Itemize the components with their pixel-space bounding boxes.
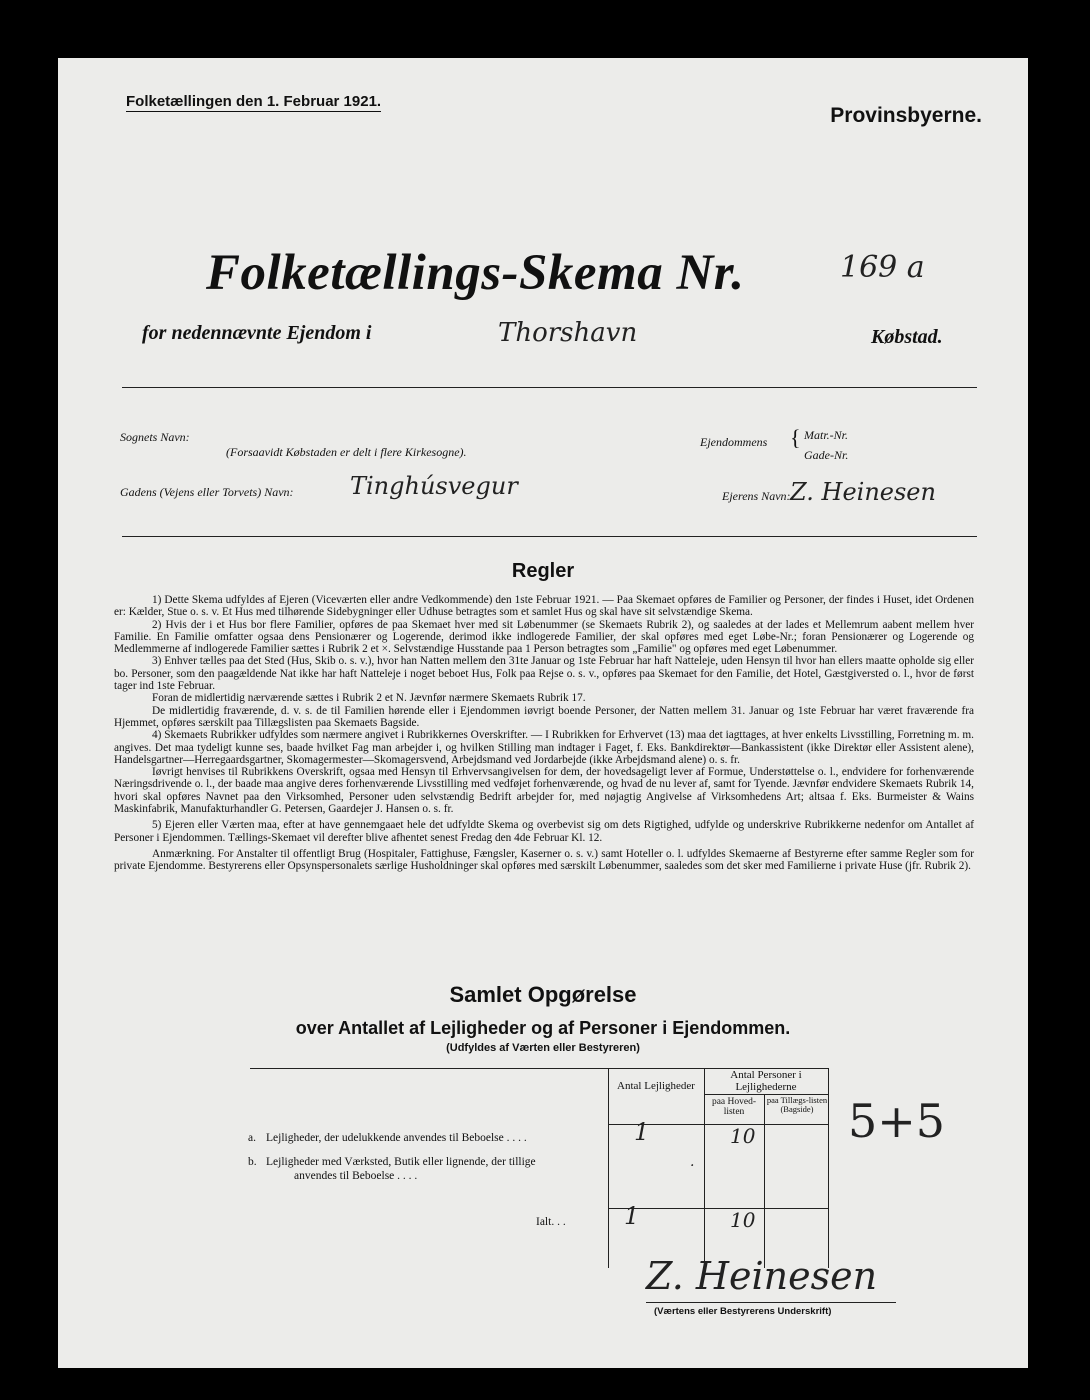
rule-paragraph: Foran de midlertidig nærværende sættes i Rubrik 2 et N. Jævnfør nærmere Skemaets Rubrik 17. — [152, 692, 586, 705]
divider-top — [122, 387, 977, 388]
col-hovedlisten: paa Hoved-listen — [711, 1097, 757, 1117]
row-a-label: Lejligheder, der udelukkende anvendes til Beboelse . . . . — [266, 1132, 527, 1144]
rule-paragraph: Anmærkning. For Anstalter til offentligt Brug (Hospitaler, Fattighuse, Fængsler, Kaserner o. s. v.) samt Hoteller o. l. udfyldes Skemaerne af Bestyrerne efter samme Regler som for private Ejendomme. Bestyrerens eller Opsynspersonalets særlige Husholdninger skal opføres med særskilt Løbenummer, saaledes som det sker med Familierne i private Huse (jfr. Rubrik 2). — [114, 847, 974, 873]
gade-label: Gadens (Vejens eller Torvets) Navn: — [120, 485, 294, 499]
gade-nr-label: Gade-Nr. — [804, 448, 849, 462]
gade-value: Tinghúsvegur — [350, 472, 518, 500]
col-antal-lejligheder: Antal Lejligheder — [617, 1080, 695, 1092]
b-antal-value: . — [690, 1154, 695, 1170]
matr-nr-label: Matr.-Nr. — [804, 428, 849, 442]
ejer-label: Ejerens Navn: — [722, 489, 791, 503]
rule-paragraph: 1) Dette Skema udfyldes af Ejeren (Viceværten eller andre Vedkommende) den 1ste Februar 1921. — Paa Skemaet opføres de Familier og Personer, der findes i Huset, idet Ordenen er: Kælder, Stue o. s. v. Et Hus med tilhørende Sidebygninger eller Udhuse betragtes som et samlet Hus og skal have sit selvstændige Skema. — [114, 594, 974, 619]
row-b-letter: b. — [248, 1156, 257, 1168]
row-b-label: Lejligheder med Værksted, Butik eller lignende, der tillige — [266, 1156, 536, 1168]
city-name: Thorshavn — [498, 318, 638, 348]
rule-paragraph: Iøvrigt henvises til Rubrikkens Overskrift, ogsaa med Hensyn til Erhvervsangivelsen for dem, der hovedsageligt lever af Formue, Understøttelse o. l., endvidere for forhenværende Næringsdrivende o. l., der baade maa angive deres forhenværende Livsstilling med vedføjet forhenværende, og hvad de nu lever af, samt for Tyende. Jævnfør endvidere Skemaets Rubrik 14, hvori skal opføres Navnet paa den Virksomhed, Personer uden selvstændig Bedrift arbejder for, med nøjagtig Angivelse af Virksomhedens Art; altsaa f. Eks. Burmeister & Wains Maskinfabrik, Manufakturhandler G. Petersen, Gaardejer J. Hansen o. s. fr. — [114, 766, 974, 816]
summary-note: (Udfyldes af Værten eller Bestyreren) — [446, 1042, 640, 1054]
property-prefix: for nedennævnte Ejendom i — [142, 322, 372, 344]
divider-mid — [122, 536, 977, 537]
ejendom-label: Ejendommens — [700, 435, 768, 449]
province-header: Provinsbyerne. — [830, 104, 982, 127]
ialt-hoved-value: 10 — [730, 1208, 756, 1232]
table-vline — [608, 1068, 609, 1268]
table-vline — [764, 1094, 765, 1268]
table-total-line — [608, 1208, 828, 1209]
summary-title: Samlet Opgørelse — [449, 982, 637, 1007]
ejer-value: Z. Heinesen — [790, 478, 936, 506]
sogn-label: Sognets Navn: — [120, 430, 190, 444]
margin-note: 5+5 — [848, 1094, 946, 1148]
kobstad-label: Købstad. — [871, 326, 943, 348]
table-vline — [828, 1068, 829, 1268]
col-tillaegslisten: paa Tillægs-listen (Bagside) — [766, 1095, 828, 1114]
a-hoved-value: 10 — [730, 1124, 756, 1148]
table-vline — [704, 1068, 705, 1268]
signature-caption: (Værtens eller Bestyrerens Underskrift) — [654, 1306, 832, 1317]
a-antal-value: 1 — [634, 1118, 650, 1146]
regler-text — [114, 594, 974, 873]
sogn-note: (Forsaavidt Købstaden er delt i flere Kirkesogne). — [226, 445, 467, 459]
regler-title: Regler — [511, 560, 575, 582]
ialt-antal-value: 1 — [624, 1202, 640, 1230]
rule-paragraph: 2) Hvis der i et Hus bor flere Familier, opføres de paa Skemaet hver med sit Løbenummer (se Skemaets Rubrik 2), og saaledes at der lades et Mellemrum aabent mellem hver Familie. En Familie omfatter ogsaa dens Pensionærer og Logerende, derimod ikke indlogerede Familier, der skal opføres med eget Løbe-Nr.; foran Pensionærer og Logerende og Medlemmerne af indlogerede Familier sættes i Rubrik 2 et ×. Selvstændige Husstande paa 1 Person betragtes som „Familie" og opføres med eget Løbenummer. — [114, 618, 974, 656]
col-antal-personer: Antal Personer i Lejlighederne — [730, 1069, 802, 1093]
row-ialt: Ialt. . . — [536, 1216, 566, 1228]
form-title: Folketællings-Skema Nr. — [206, 245, 745, 301]
rule-paragraph: 4) Skemaets Rubrikker udfyldes som nærmere angivet i Rubrikkernes Overskrifter. — I Rubrikken for Erhvervet (13) maa det iagttages, at hver enkelts Livsstilling, Forretning m. m. angives. Det maa tydeligt kunne ses, baade hvilket Fag man arbejder i, og hvilken Stilling man indtager i Faget, f. Eks. Bankdirektør—Bankassistent (ikke Direktør eller Assistent alene), Handelsgartner—Herregaardsgartner, Skomagermester—Skomagersvend, Arbejdsmand ved Jordarbejde (ikke Arbejdsmand alene) o. s. fr. — [114, 729, 974, 766]
census-form-page — [58, 58, 1028, 1368]
census-date-header: Folketællingen den 1. Februar 1921. — [126, 93, 382, 110]
rule-paragraph: 5) Ejeren eller Værten maa, efter at have gennemgaaet hele det udfyldte Skema og overbevist sig om dets Rigtighed, udfylde og underskrive Rubrikkerne nedenfor om Antallet af Personer i Ejendommen. Tællings-Skemaet vil derefter blive afhentet senest Fredag den 4de Februar Kl. 12. — [114, 819, 974, 844]
form-number: 169 a — [840, 250, 925, 285]
rule-paragraph: De midlertidig fraværende, d. v. s. de til Familien hørende eller i Ejendommen iøvrigt boende Personer, der Natten mellem 31. Januar og 1ste Februar har været fraværende fra Hjemmet, opføres særskilt paa Tillægslisten paa Skemaets Bagside. — [114, 704, 974, 729]
signature-line — [646, 1302, 896, 1303]
rule-paragraph: 3) Enhver tælles paa det Sted (Hus, Skib o. s. v.), hvor han Natten mellem den 31te Januar og 1ste Februar har haft Natteleje, uden Hensyn til hvor han ellers maatte opholde sig eller bo. Personer, som den paagældende Nat ikke har haft Natteleje i noget beboet Hus, Folk paa Rejse o. s. v., opføres paa Skemaet for den Familie, det Hotel, Gæstgiversted o. l., hvor de først tager ind 1ste Februar. — [114, 655, 974, 693]
summary-subtitle: over Antallet af Lejligheder og af Personer i Ejendommen. — [295, 1018, 791, 1038]
brace-icon: { — [790, 425, 801, 450]
row-a-letter: a. — [248, 1132, 256, 1144]
row-b-label-cont: anvendes til Beboelse . . . . — [294, 1170, 418, 1182]
signature: Z. Heinesen — [646, 1254, 878, 1298]
